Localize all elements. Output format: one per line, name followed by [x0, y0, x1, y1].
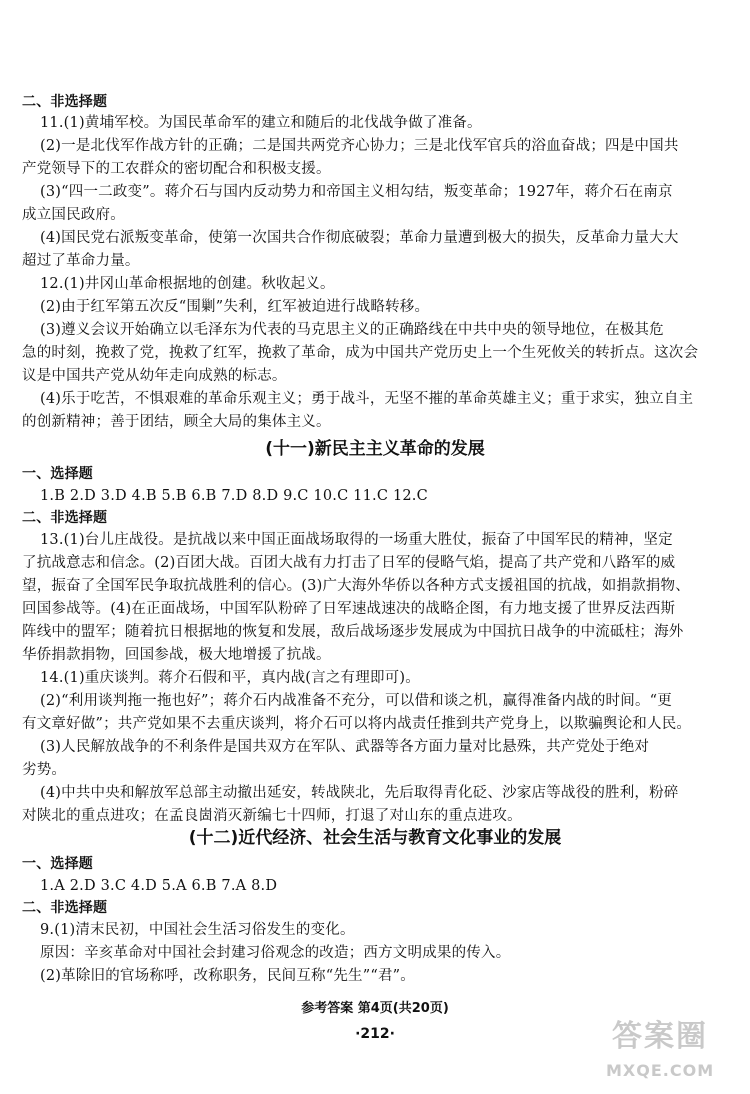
answer-line: (2)一是北伐军作战方针的正确；二是国共两党齐心协力；三是北伐军官兵的浴血奋战；四是中国共	[40, 138, 679, 154]
answer-line: (2)由于红军第五次反“围剿”失利，红军被迫进行战略转移。	[40, 299, 430, 315]
watermark-logo: 答案圈	[612, 1019, 708, 1054]
answer-line: 劣势。	[22, 762, 67, 778]
section-heading: 二、非选择题	[22, 510, 108, 526]
answer-line: 12.(1)井冈山革命根据地的创建。秋收起义。	[40, 276, 335, 292]
answer-line: (4)乐于吃苦，不惧艰难的革命乐观主义；勇于战斗，无坚不摧的革命英雄主义；重于求实，独立自主	[40, 391, 694, 407]
section-heading: 一、选择题	[22, 466, 93, 482]
watermark-url: MXQE.COM	[606, 1061, 715, 1080]
section-title: (十二)近代经济、社会生活与教育文化事业的发展	[188, 828, 562, 848]
answer-line: 产党领导下的工农群众的密切配合和积极支援。	[22, 161, 331, 177]
section-heading: 一、选择题	[22, 856, 93, 872]
answer-line: (2)革除旧的官场称呼，改称职务，民间互称“先生”“君”。	[40, 968, 415, 984]
answer-line: 急的时刻，挽救了党，挽救了红军，挽救了革命，成为中国共产党历史上一个生死攸关的转折点。这次会	[22, 345, 699, 361]
answer-line: 成立国民政府。	[22, 207, 125, 223]
choice-answers: 1.A 2.D 3.C 4.D 5.A 6.B 7.A 8.D	[40, 878, 278, 894]
page-number: ·212·	[355, 1026, 395, 1042]
answer-line: 的创新精神；善于团结，顾全大局的集体主义。	[22, 414, 331, 430]
section-heading: 二、非选择题	[22, 94, 108, 110]
answer-line: (3)“四一二政变”。蒋介石与国内反动势力和帝国主义相勾结，叛变革命；1927年，蒋介石在南京	[40, 184, 673, 200]
answer-line: 议是中国共产党从幼年走向成熟的标志。	[22, 368, 287, 384]
section-title: (十一)新民主主义革命的发展	[265, 439, 485, 459]
answer-line: 9.(1)清末民初，中国社会生活习俗发生的变化。	[40, 922, 355, 938]
answer-line: (4)中共中央和解放军总部主动撤出延安，转战陕北，先后取得青化砭、沙家店等战役的胜利，粉碎	[40, 785, 679, 801]
answer-line: 原因：辛亥革命对中国社会封建习俗观念的改造；西方文明成果的传入。	[40, 945, 511, 961]
answer-line: 13.(1)台儿庄战役。是抗战以来中国正面战场取得的一场重大胜仗，振奋了中国军民的精神，坚定	[40, 532, 673, 548]
answer-line: (3)人民解放战争的不利条件是国共双方在军队、武器等各方面力量对比悬殊，共产党处于绝对	[40, 739, 650, 755]
choice-answers: 1.B 2.D 3.D 4.B 5.B 6.B 7.D 8.D 9.C 10.C 11.C 12.C	[40, 488, 428, 504]
answer-line: 超过了革命力量。	[22, 253, 140, 269]
answer-line: 了抗战意志和信念。(2)百团大战。百团大战有力打击了日军的侵略气焰，提高了共产党和八路军的威	[22, 555, 676, 571]
answer-line: 对陕北的重点进攻；在孟良崮消灭新编七十四师，打退了对山东的重点进攻。	[22, 808, 522, 824]
answer-line: (2)“利用谈判拖一拖也好”；蒋介石内战准备不充分，可以借和谈之机，赢得准备内战的时间。“更	[40, 693, 672, 709]
answer-line: 14.(1)重庆谈判。蒋介石假和平，真内战(言之有理即可)。	[40, 670, 420, 686]
page-info: 参考答案 第4页(共20页)	[301, 1001, 449, 1016]
answer-line: 望，振奋了全国军民争取抗战胜利的信心。(3)广大海外华侨以各种方式支援祖国的抗战，如捐款捐物、	[22, 578, 690, 594]
answer-line: 11.(1)黄埔军校。为国民革命军的建立和随后的北伐战争做了准备。	[40, 115, 482, 131]
answer-line: (3)遵义会议开始确立以毛泽东为代表的马克思主义的正确路线在中共中央的领导地位，在极其危	[40, 322, 664, 338]
answer-line: 阵线中的盟军；随着抗日根据地的恢复和发展，敌后战场逐步发展成为中国抗日战争的中流砥柱；海外	[22, 624, 684, 640]
answer-line: 华侨捐款捐物，回国参战，极大地增援了抗战。	[22, 647, 331, 663]
section-heading: 二、非选择题	[22, 900, 108, 916]
answer-line: 回国参战等。(4)在正面战场，中国军队粉碎了日军速战速决的战略企图，有力地支援了世界反法西斯	[22, 601, 676, 617]
answer-line: 有文章好做”；共产党如果不去重庆谈判，将介石可以将内战责任推到共产党身上，以欺骗舆论和人民。	[22, 716, 692, 732]
answer-line: (4)国民党右派叛变革命，使第一次国共合作彻底破裂；革命力量遭到极大的损失，反革命力量大大	[40, 230, 679, 246]
